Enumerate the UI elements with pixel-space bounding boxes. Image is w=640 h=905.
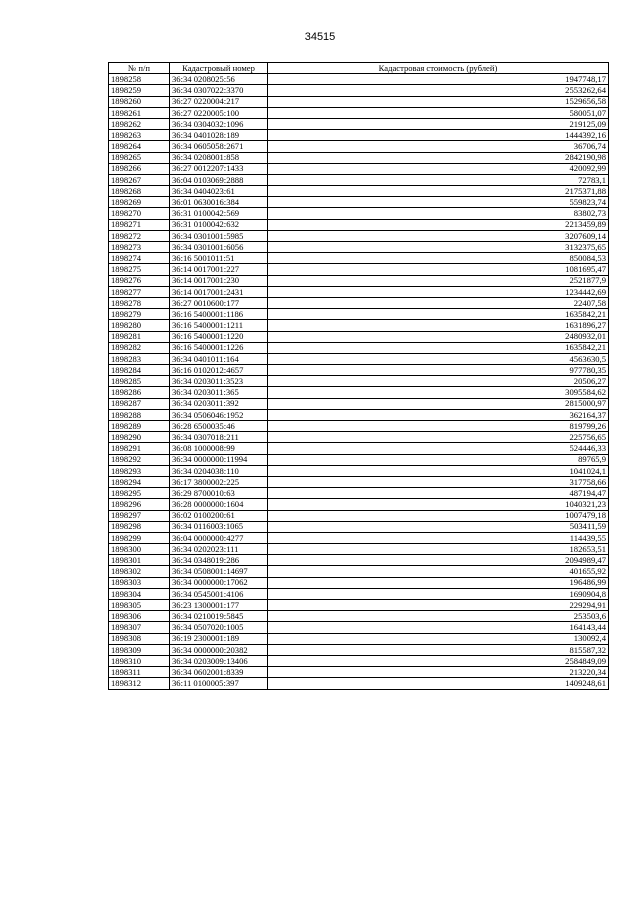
row-number: 1898270 <box>109 208 170 219</box>
cadastral-number: 36:16 5001011:51 <box>170 253 268 264</box>
row-number: 1898298 <box>109 521 170 532</box>
cadastral-number: 36:04 0103069:2888 <box>170 174 268 185</box>
header-number: № п/п <box>109 63 170 74</box>
cadastral-number: 36:27 0220005:100 <box>170 107 268 118</box>
row-number: 1898299 <box>109 532 170 543</box>
cadastral-value: 2094989,47 <box>268 555 609 566</box>
cadastral-number: 36:01 0630016:384 <box>170 197 268 208</box>
table-row <box>109 286 609 297</box>
cadastral-value: 503411,59 <box>268 521 609 532</box>
cadastral-value: 213220,34 <box>268 667 609 678</box>
table-row <box>109 499 609 510</box>
cadastral-value: 83802,73 <box>268 208 609 219</box>
cadastral-number: 36:16 5400001:1226 <box>170 342 268 353</box>
cadastral-number: 36:34 0507020:1005 <box>170 622 268 633</box>
table-row <box>109 230 609 241</box>
row-number: 1898306 <box>109 611 170 622</box>
table-row <box>109 532 609 543</box>
row-number: 1898305 <box>109 600 170 611</box>
row-number: 1898301 <box>109 555 170 566</box>
table-row <box>109 544 609 555</box>
row-number: 1898260 <box>109 96 170 107</box>
cadastral-number: 36:34 0203011:365 <box>170 387 268 398</box>
cadastral-number: 36:34 0401028:189 <box>170 130 268 141</box>
table-row <box>109 253 609 264</box>
cadastral-value: 219125,09 <box>268 118 609 129</box>
row-number: 1898303 <box>109 577 170 588</box>
table-row <box>109 353 609 364</box>
cadastral-number: 36:16 5400001:1211 <box>170 320 268 331</box>
row-number: 1898304 <box>109 588 170 599</box>
cadastral-number: 36:27 0010600:177 <box>170 297 268 308</box>
cadastral-value: 20506,27 <box>268 376 609 387</box>
page-number: 34515 <box>304 31 336 43</box>
row-number: 1898286 <box>109 387 170 398</box>
cadastral-value: 420092,99 <box>268 163 609 174</box>
cadastral-number: 36:34 0401011:164 <box>170 353 268 364</box>
cadastral-value: 977780,35 <box>268 365 609 376</box>
cadastral-value: 1631896,27 <box>268 320 609 331</box>
cadastral-number: 36:34 0210019:5845 <box>170 611 268 622</box>
cadastral-value: 1529656,58 <box>268 96 609 107</box>
table-row <box>109 174 609 185</box>
table-body <box>109 74 609 689</box>
cadastral-number: 36:34 0301001:6056 <box>170 242 268 253</box>
row-number: 1898300 <box>109 544 170 555</box>
cadastral-value: 815587,32 <box>268 644 609 655</box>
table-row <box>109 555 609 566</box>
cadastral-number: 36:29 8700010:63 <box>170 488 268 499</box>
cadastral-value: 3132375,65 <box>268 242 609 253</box>
table-row <box>109 141 609 152</box>
cadastral-value: 225756,65 <box>268 432 609 443</box>
table-row <box>109 74 609 85</box>
table-row <box>109 622 609 633</box>
row-number: 1898276 <box>109 275 170 286</box>
table-row <box>109 186 609 197</box>
cadastral-value: 1041024,1 <box>268 465 609 476</box>
row-number: 1898263 <box>109 130 170 141</box>
table-row <box>109 297 609 308</box>
cadastral-number: 36:34 0208001:858 <box>170 152 268 163</box>
table-row <box>109 107 609 118</box>
row-number: 1898266 <box>109 163 170 174</box>
row-number: 1898271 <box>109 219 170 230</box>
cadastral-value: 487194,47 <box>268 488 609 499</box>
cadastral-number: 36:04 0000000:4277 <box>170 532 268 543</box>
table-row <box>109 309 609 320</box>
cadastral-number: 36:28 0000000:1604 <box>170 499 268 510</box>
row-number: 1898259 <box>109 85 170 96</box>
table-row <box>109 454 609 465</box>
row-number: 1898262 <box>109 118 170 129</box>
table-row <box>109 242 609 253</box>
cadastral-number: 36:34 0203009:13406 <box>170 655 268 666</box>
cadastral-value: 1690904,8 <box>268 588 609 599</box>
cadastral-number: 36:31 0100042:569 <box>170 208 268 219</box>
table-row <box>109 611 609 622</box>
cadastral-value: 114439,55 <box>268 532 609 543</box>
cadastral-number: 36:34 0307022:3370 <box>170 85 268 96</box>
row-number: 1898311 <box>109 667 170 678</box>
table-row <box>109 96 609 107</box>
table-row <box>109 219 609 230</box>
table-row <box>109 365 609 376</box>
cadastral-number: 36:34 0203011:392 <box>170 398 268 409</box>
table-row <box>109 432 609 443</box>
row-number: 1898285 <box>109 376 170 387</box>
table-row <box>109 387 609 398</box>
row-number: 1898258 <box>109 74 170 85</box>
table-row <box>109 510 609 521</box>
row-number: 1898275 <box>109 264 170 275</box>
table-row <box>109 320 609 331</box>
cadastral-value: 1234442,69 <box>268 286 609 297</box>
cadastral-value: 2815000,97 <box>268 398 609 409</box>
row-number: 1898269 <box>109 197 170 208</box>
cadastral-number: 36:08 1000008:99 <box>170 443 268 454</box>
cadastral-number: 36:34 0404023:61 <box>170 186 268 197</box>
row-number: 1898291 <box>109 443 170 454</box>
cadastral-value: 1444392,16 <box>268 130 609 141</box>
header-cadastral-value: Кадастровая стоимость (рублей) <box>268 63 609 74</box>
cadastral-value: 3207609,14 <box>268 230 609 241</box>
cadastral-value: 36706,74 <box>268 141 609 152</box>
cadastral-number: 36:34 0000000:11994 <box>170 454 268 465</box>
cadastral-value: 164143,44 <box>268 622 609 633</box>
cadastral-value: 196486,99 <box>268 577 609 588</box>
row-number: 1898289 <box>109 421 170 432</box>
table-row <box>109 331 609 342</box>
cadastral-number: 36:23 1300001:177 <box>170 600 268 611</box>
cadastral-value: 253503,6 <box>268 611 609 622</box>
cadastral-number: 36:34 0203011:3523 <box>170 376 268 387</box>
cadastral-number: 36:16 5400001:1186 <box>170 309 268 320</box>
table-header-row <box>109 63 609 74</box>
cadastral-number: 36:34 0208025:56 <box>170 74 268 85</box>
table-row <box>109 521 609 532</box>
row-number: 1898290 <box>109 432 170 443</box>
cadastral-value: 22407,58 <box>268 297 609 308</box>
cadastral-value: 1635842,21 <box>268 309 609 320</box>
row-number: 1898294 <box>109 476 170 487</box>
cadastral-number: 36:11 0100005:397 <box>170 678 268 689</box>
table-row <box>109 465 609 476</box>
cadastral-value: 2521877,9 <box>268 275 609 286</box>
table-row <box>109 275 609 286</box>
cadastral-value: 1081695,47 <box>268 264 609 275</box>
cadastral-number: 36:16 5400001:1220 <box>170 331 268 342</box>
cadastral-value: 2175371,88 <box>268 186 609 197</box>
table-row <box>109 398 609 409</box>
table-row <box>109 342 609 353</box>
row-number: 1898296 <box>109 499 170 510</box>
row-number: 1898310 <box>109 655 170 666</box>
cadastral-value: 3095584,62 <box>268 387 609 398</box>
cadastral-number: 36:34 0301001:5985 <box>170 230 268 241</box>
cadastral-number: 36:34 0204038:110 <box>170 465 268 476</box>
cadastral-value: 1409248,61 <box>268 678 609 689</box>
row-number: 1898273 <box>109 242 170 253</box>
row-number: 1898292 <box>109 454 170 465</box>
table-row <box>109 264 609 275</box>
table-row <box>109 476 609 487</box>
cadastral-value: 850084,53 <box>268 253 609 264</box>
cadastral-value: 72783,1 <box>268 174 609 185</box>
table-row <box>109 488 609 499</box>
cadastral-number: 36:28 6500035:46 <box>170 421 268 432</box>
table-row <box>109 600 609 611</box>
row-number: 1898278 <box>109 297 170 308</box>
table-row <box>109 633 609 644</box>
cadastral-number: 36:34 0000000:20382 <box>170 644 268 655</box>
row-number: 1898308 <box>109 633 170 644</box>
cadastral-value: 580051,07 <box>268 107 609 118</box>
cadastral-number: 36:34 0605058:2671 <box>170 141 268 152</box>
cadastral-value: 317758,66 <box>268 476 609 487</box>
row-number: 1898287 <box>109 398 170 409</box>
cadastral-number: 36:34 0602001:8339 <box>170 667 268 678</box>
cadastral-number: 36:02 0100200:61 <box>170 510 268 521</box>
cadastral-value: 2584849,09 <box>268 655 609 666</box>
cadastral-number: 36:34 0508001:14697 <box>170 566 268 577</box>
cadastral-value: 182653,51 <box>268 544 609 555</box>
row-number: 1898295 <box>109 488 170 499</box>
cadastral-value: 559823,74 <box>268 197 609 208</box>
row-number: 1898261 <box>109 107 170 118</box>
row-number: 1898274 <box>109 253 170 264</box>
cadastral-value: 4563630,5 <box>268 353 609 364</box>
row-number: 1898279 <box>109 309 170 320</box>
cadastral-number: 36:34 0348019:286 <box>170 555 268 566</box>
cadastral-value: 130092,4 <box>268 633 609 644</box>
row-number: 1898281 <box>109 331 170 342</box>
cadastral-number: 36:34 0116003:1065 <box>170 521 268 532</box>
row-number: 1898283 <box>109 353 170 364</box>
cadastral-number: 36:19 2300001:189 <box>170 633 268 644</box>
row-number: 1898268 <box>109 186 170 197</box>
cadastral-number: 36:31 0100042:632 <box>170 219 268 230</box>
cadastral-value: 1007479,18 <box>268 510 609 521</box>
cadastral-table <box>108 62 609 690</box>
header-cadastral-number: Кадастровый номер <box>170 63 268 74</box>
table-row <box>109 566 609 577</box>
cadastral-value: 1040321,23 <box>268 499 609 510</box>
cadastral-number: 36:14 0017001:227 <box>170 264 268 275</box>
cadastral-number: 36:17 3800002:225 <box>170 476 268 487</box>
row-number: 1898280 <box>109 320 170 331</box>
table-row <box>109 655 609 666</box>
row-number: 1898265 <box>109 152 170 163</box>
row-number: 1898307 <box>109 622 170 633</box>
table-row <box>109 152 609 163</box>
cadastral-number: 36:34 0307018:211 <box>170 432 268 443</box>
table-row <box>109 130 609 141</box>
row-number: 1898267 <box>109 174 170 185</box>
row-number: 1898297 <box>109 510 170 521</box>
cadastral-value: 2213459,89 <box>268 219 609 230</box>
row-number: 1898272 <box>109 230 170 241</box>
cadastral-number: 36:14 0017001:2431 <box>170 286 268 297</box>
cadastral-value: 2842190,98 <box>268 152 609 163</box>
cadastral-value: 1635842,21 <box>268 342 609 353</box>
table-row <box>109 85 609 96</box>
cadastral-number: 36:34 0506046:1952 <box>170 409 268 420</box>
table-row <box>109 163 609 174</box>
table-row <box>109 443 609 454</box>
cadastral-value: 819799,26 <box>268 421 609 432</box>
table-row <box>109 577 609 588</box>
cadastral-number: 36:34 0304032:1096 <box>170 118 268 129</box>
table-row <box>109 376 609 387</box>
cadastral-number: 36:34 0000000:17062 <box>170 577 268 588</box>
cadastral-value: 2553262,64 <box>268 85 609 96</box>
cadastral-value: 524446,33 <box>268 443 609 454</box>
table-row <box>109 409 609 420</box>
row-number: 1898264 <box>109 141 170 152</box>
row-number: 1898282 <box>109 342 170 353</box>
row-number: 1898284 <box>109 365 170 376</box>
table-row <box>109 588 609 599</box>
row-number: 1898309 <box>109 644 170 655</box>
cadastral-number: 36:27 0012207:1433 <box>170 163 268 174</box>
cadastral-number: 36:34 0545001:4106 <box>170 588 268 599</box>
cadastral-value: 362164,37 <box>268 409 609 420</box>
cadastral-number: 36:14 0017001:230 <box>170 275 268 286</box>
cadastral-value: 401655,92 <box>268 566 609 577</box>
table-row <box>109 667 609 678</box>
row-number: 1898302 <box>109 566 170 577</box>
cadastral-value: 229294,91 <box>268 600 609 611</box>
table-row <box>109 208 609 219</box>
cadastral-number: 36:27 0220004:217 <box>170 96 268 107</box>
row-number: 1898288 <box>109 409 170 420</box>
cadastral-value: 89765,9 <box>268 454 609 465</box>
row-number: 1898293 <box>109 465 170 476</box>
cadastral-number: 36:34 0202023:111 <box>170 544 268 555</box>
table-row <box>109 197 609 208</box>
row-number: 1898312 <box>109 678 170 689</box>
table-row <box>109 644 609 655</box>
cadastral-value: 2480932,01 <box>268 331 609 342</box>
cadastral-value: 1947748,17 <box>268 74 609 85</box>
row-number: 1898277 <box>109 286 170 297</box>
table-row <box>109 118 609 129</box>
cadastral-number: 36:16 0102012:4657 <box>170 365 268 376</box>
table-row <box>109 421 609 432</box>
table-row <box>109 678 609 689</box>
